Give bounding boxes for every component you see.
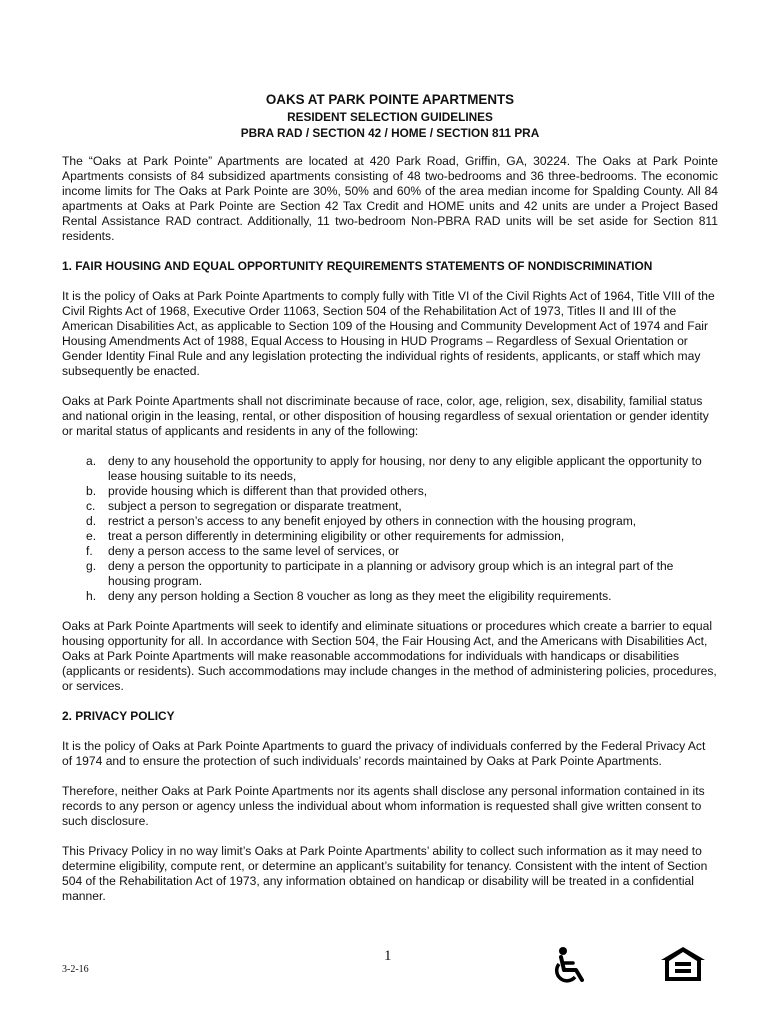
list-item: b. provide housing which is different than that provided others, — [86, 484, 428, 498]
section1-paragraph-3: Oaks at Park Pointe Apartments will seek to identify and eliminate situations or procedures which create a barrier to equal housing opportunity for all. In accordance with Section 504, the Fair Housing Act, and the Americans with Disabilities Act, Oaks at Park Pointe Apartments will make reasonable accommodations for individuals with handicaps or disabilities (applicants or residents). Such accommodations may include changes in the method of administering policies, procedures, or services. — [62, 619, 717, 693]
page-number: 1 — [384, 948, 392, 964]
section1-heading: 1. FAIR HOUSING AND EQUAL OPPORTUNITY REQUIREMENTS STATEMENTS OF NONDISCRIMINATION — [62, 259, 653, 273]
list-item: c. subject a person to segregation or disparate treatment, — [86, 499, 402, 513]
section1-paragraph-1: It is the policy of Oaks at Park Pointe Apartments to comply fully with Title VI of the Civil Rights Act of 1964, Title VIII of the Civil Rights Act of 1968, Executive Order 11063, Section 504 of the Rehabilitation Act of 1973, Titles II and III of the American Disabilities Act, as applicable to Section 109 of the Housing and Community Development Act of 1974 and Fair Housing Amendments Act of 1988, Equal Access to Housing in HUD Programs – Regardless of Sexual Orientation or Gender Identity Final Rule and any legislation protecting the individual rights of residents, applicants, or staff which may subsequently be enacted. — [62, 289, 715, 378]
list-item: f. deny a person access to the same level of services, or — [86, 544, 400, 558]
list-item: h. deny any person holding a Section 8 voucher as long as they meet the eligibility requirements. — [86, 589, 612, 603]
section2-paragraph-2: Therefore, neither Oaks at Park Pointe Apartments nor its agents shall disclose any personal information contained in its records to any person or agency unless the individual about whom information is requested shall give written consent to such disclosure. — [62, 784, 705, 828]
intro-paragraph: The “Oaks at Park Pointe” Apartments are located at 420 Park Road, Griffin, GA, 30224. The Oaks at Park Pointe Apartments consists of 84 subsidized apartments consisting of 48 two-bedrooms and 36 three-bedrooms. The economic income limits for The Oaks at Park Pointe are 30%, 50% and 60% of the area median income for Spalding County. All 84 apartments at Oaks at Park Pointe are Section 42 Tax Credit and HOME units and 42 units are under a Project Based Rental Assistance RAD contract. Additionally, 11 two-bedroom Non-PBRA RAD units will be set aside for Section 811 residents. — [62, 154, 718, 243]
document-subtitle: RESIDENT SELECTION GUIDELINES — [287, 110, 493, 124]
section2-paragraph-1: It is the policy of Oaks at Park Pointe Apartments to guard the privacy of individuals conferred by the Federal Privacy Act of 1974 and to ensure the protection of such individuals’ records maintained by Oaks at Park Pointe Apartments. — [62, 739, 706, 768]
document-programs: PBRA RAD / SECTION 42 / HOME / SECTION 811 PRA — [240, 126, 540, 140]
list-item: e. treat a person differently in determining eligibility or other requirements for admission, — [86, 529, 565, 543]
section2-heading: 2. PRIVACY POLICY — [62, 709, 175, 723]
revision-date: 3-2-16 — [62, 964, 89, 975]
section1-paragraph-2: Oaks at Park Pointe Apartments shall not discriminate because of race, color, age, religion, sex, disability, familial status and national origin in the leasing, rental, or other disposition of housing regardless of sexual orientation or gender identity or marital status of applicants and residents in any of the following: — [62, 394, 709, 438]
handicap-accessible-icon — [551, 946, 591, 984]
list-item: a. deny to any household the opportunity to apply for housing, nor deny to any eligible applicant the opportunity to lease housing suitable to its needs, — [86, 454, 702, 483]
discrimination-list — [62, 454, 718, 604]
document-title: OAKS AT PARK POINTE APARTMENTS — [265, 92, 515, 107]
equal-housing-opportunity-icon — [660, 946, 706, 982]
document-page — [62, 92, 718, 919]
list-item: d. restrict a person’s access to any benefit enjoyed by others in connection with the housing program, — [86, 514, 637, 528]
list-item: g. deny a person the opportunity to participate in a planning or advisory group which is an integral part of the housing program. — [86, 559, 674, 588]
section2-paragraph-3: This Privacy Policy in no way limit’s Oaks at Park Pointe Apartments’ ability to collect such information as it may need to determine eligibility, compute rent, or determine an applicant’s suitability for tenancy. Consistent with the intent of Section 504 of the Rehabilitation Act of 1973, any information obtained on handicap or disability will be treated in a confidential manner. — [62, 844, 708, 903]
